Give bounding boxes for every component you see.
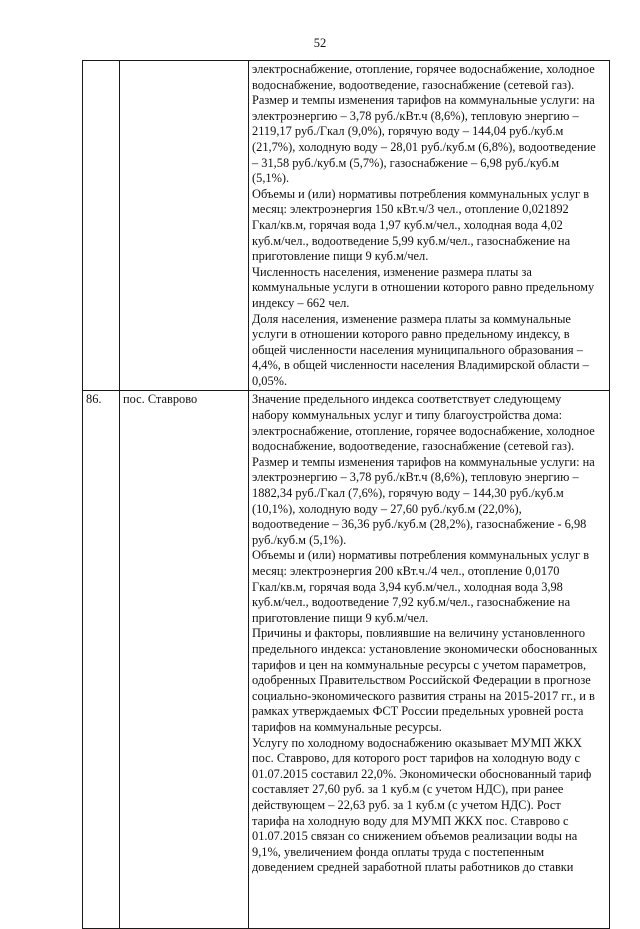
paragraph: Объемы и (или) нормативы потребления коммунальных услуг в месяц: электроэнергия 150 кВт.ч/3 чел., отопление 0,021892 Гкал/кв.м, горячая вода 1,97 куб.м/чел., холодная вода 4,02 куб.м/чел., водоотведение 5,99 куб.м/чел., газоснабжение на приготовление пищи 9 куб.м/чел. bbox=[252, 186, 590, 264]
row-name-cell: пос. Ставрово bbox=[120, 391, 249, 929]
tariff-table bbox=[82, 60, 610, 929]
page-number: 52 bbox=[313, 36, 327, 50]
row-number-cell bbox=[83, 61, 120, 391]
row-description-cell bbox=[249, 61, 610, 391]
table-row bbox=[83, 61, 610, 391]
table-row bbox=[83, 391, 610, 929]
paragraph: Услугу по холодному водоснабжению оказывает МУМП ЖКХ пос. Ставрово, для которого рост тарифов на холодную воду с 01.07.2015 составил 22,0%. Экономически обоснованный тариф составляет 27,60 руб. за 1 куб.м (с учетом НДС), при ранее действующем – 22,63 руб. за 1 куб.м (с учетом НДС). Рост тарифа на холодную воду для МУМП ЖКХ пос. Ставрово с 01.07.2015 связан со снижением объемов реализации воды на 9,1%, увеличением фонда оплаты труда с постепенным доведением средней заработной платы работников до ставки bbox=[252, 735, 592, 875]
paragraph: Численность населения, изменение размера платы за коммунальные услуги в отношении которого равно предельному индексу – 662 чел. bbox=[252, 264, 595, 310]
row-description-cell bbox=[249, 391, 610, 929]
paragraph: Причины и факторы, повлиявшие на величину установленного предельного индекса: установление экономически обоснованных тарифов и цен на коммунальные ресурсы с учетом параметров, одобренных Правительством Российской Федерации в прогнозе социально-экономического развития страны на 2015-2017 гг., и в рамках утверждаемых ФСТ России предельных уровней роста тарифов на коммунальные ресурсы. bbox=[252, 626, 598, 734]
paragraph: Значение предельного индекса соответствует следующему набору коммунальных услуг и типу благоустройства дома: электроснабжение, отопление, горячее водоснабжение, холодное водоснабжение, водоотведение, газоснабжение (сетевой газ). bbox=[252, 392, 595, 454]
row-name-cell bbox=[120, 61, 249, 391]
paragraph: Размер и темпы изменения тарифов на коммунальные услуги: на электроэнергию – 3,78 руб./кВт.ч (8,6%), тепловую энергию – 1882,34 руб./Гкал (7,6%), горячую воду – 144,30 руб./куб.м (10,1%), холодную воду – 27,60 руб./куб.м (22,0%), водоотведение – 36,36 руб./куб.м (28,2%), газоснабжение - 6,98 руб./куб.м (5,1%). bbox=[252, 454, 595, 547]
paragraph: Размер и темпы изменения тарифов на коммунальные услуги: на электроэнергию – 3,78 руб./кВт.ч (8,6%), тепловую энергию – 2119,17 руб./Гкал (9,0%), горячую воду – 144,04 руб./куб.м (21,7%), холодную воду – 28,01 руб./куб.м (6,8%), водоотведение – 31,58 руб./куб.м (5,7%), газоснабжение – 6,98 руб./куб.м (5,1%). bbox=[252, 93, 596, 186]
paragraph: Объемы и (или) нормативы потребления коммунальных услуг в месяц: электроэнергия 200 кВт.ч./4 чел., отопление 0,0170 Гкал/кв.м, горячая вода 3,94 куб.м/чел., холодная вода 3,98 куб.м/чел., водоотведение 7,92 куб.м/чел., газоснабжение на приготовление пищи 9 куб.м/чел. bbox=[252, 548, 590, 625]
paragraph: электроснабжение, отопление, горячее водоснабжение, холодное водоснабжение, водоотведение, газоснабжение (сетевой газ). bbox=[252, 62, 595, 92]
paragraph: Доля населения, изменение размера платы за коммунальные услуги в отношении которого равно предельному индексу, в общей численности населения муниципального образования – 4,4%, в общей численности населения Владимирской области – 0,05%. bbox=[252, 311, 589, 388]
row-number-cell: 86. bbox=[83, 391, 120, 929]
